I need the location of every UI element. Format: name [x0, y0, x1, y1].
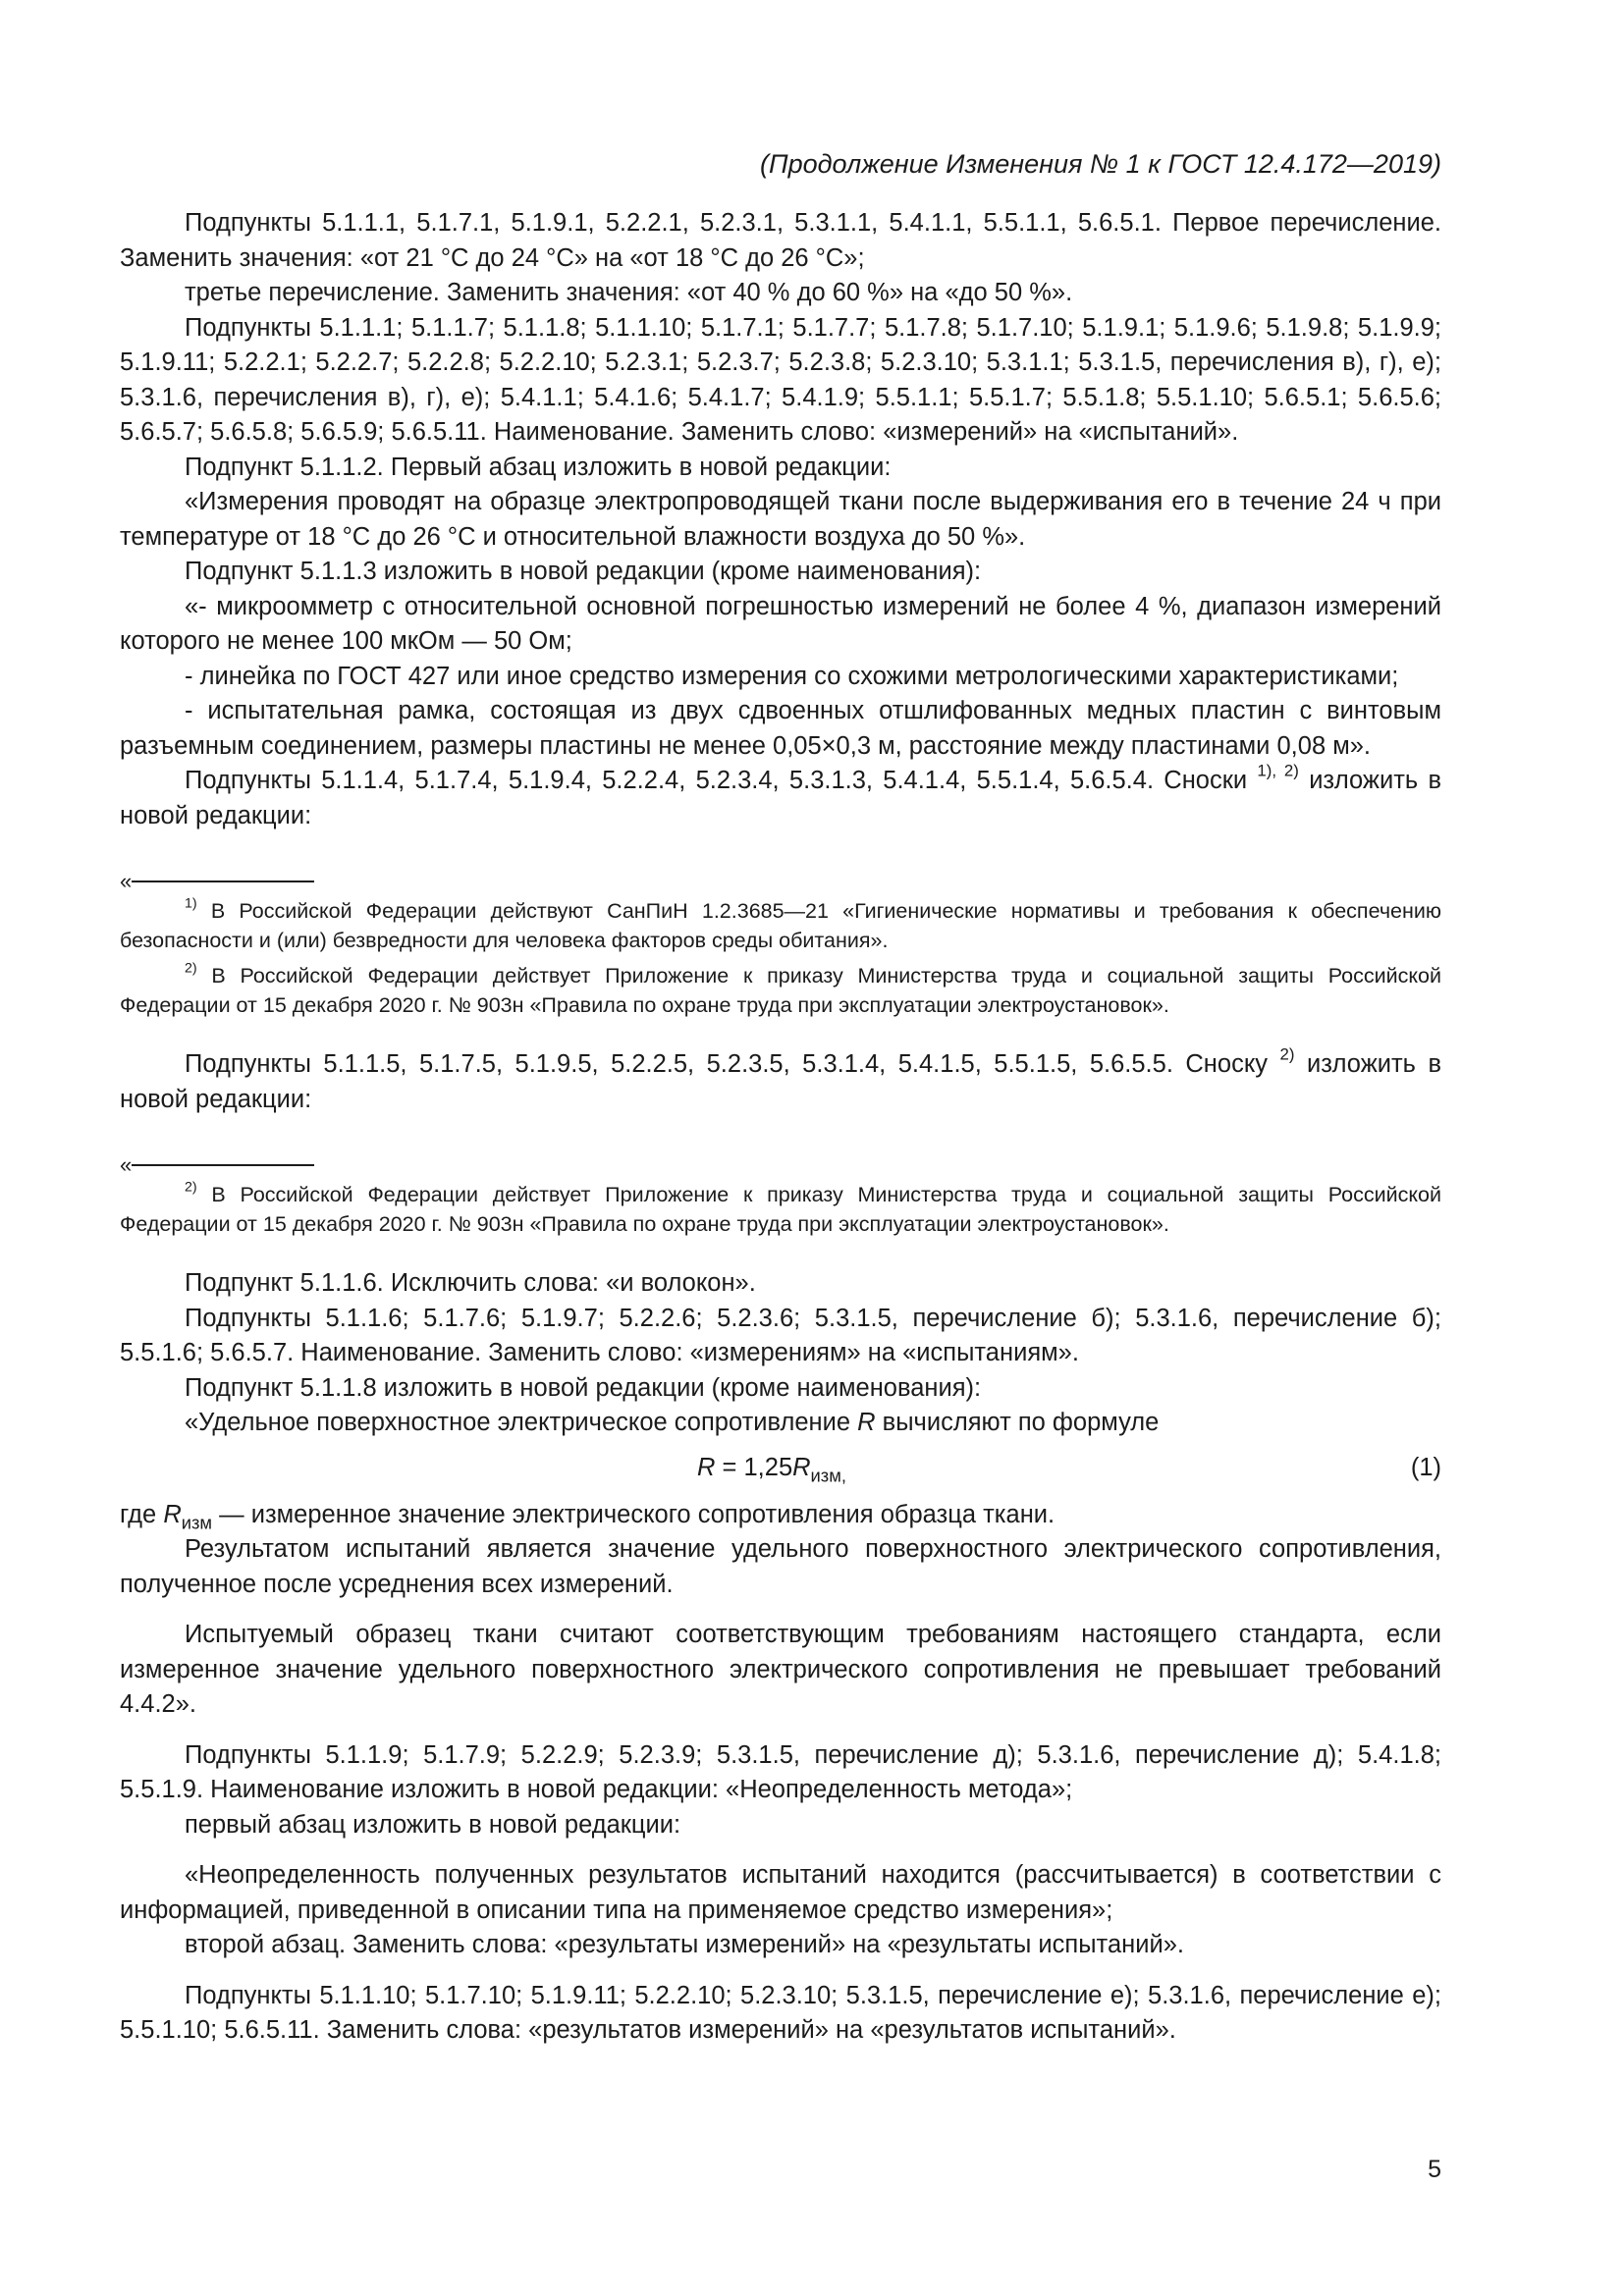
- paragraph: Испытуемый образец ткани считают соответствующим требованиям настоящего стандарта, если измеренное значение удельного поверхностного электрического сопротивления не превышает требований 4.4.2».: [120, 1621, 1441, 1718]
- where-var: R: [163, 1500, 182, 1528]
- paragraph: третье перечисление. Заменить значения: «от 40 % до 60 %» на «до 50 %».: [185, 279, 1073, 306]
- paragraph: Подпункт 5.1.1.8 изложить в новой редакции (кроме наименования):: [185, 1373, 982, 1402]
- where-prefix: где: [120, 1500, 157, 1528]
- footnote-mark: 2): [185, 1179, 197, 1196]
- formula-sub: изм,: [810, 1464, 846, 1485]
- footnote: [120, 1180, 1441, 1239]
- paragraph-text: Подпункты 5.1.1.5, 5.1.7.5, 5.1.9.5, 5.2.2.5, 5.2.3.5, 5.3.1.4, 5.4.1.5, 5.5.1.5, 5.6.5.5. Сноску: [185, 1050, 1269, 1078]
- paragraph-footnote-ref: [120, 761, 1441, 833]
- paragraph: Подпункты 5.1.1.9; 5.1.7.9; 5.2.2.9; 5.2.3.9; 5.3.1.5, перечисление д); 5.3.1.6, перечисление д); 5.4.1.8; 5.5.1.9. Наименование изложить в новой редакции: «Неопределенность метода»;: [120, 1740, 1441, 1803]
- where-sub: изм: [181, 1511, 213, 1532]
- formula-eq: = 1,25: [722, 1453, 793, 1481]
- paragraph-footnote-ref: [120, 1044, 1441, 1117]
- footnote: [120, 896, 1441, 955]
- paragraph: Результатом испытаний является значение удельного поверхностного электрического сопротивления, полученное после усреднения всех измерений.: [120, 1535, 1441, 1598]
- formula-var: R: [792, 1453, 811, 1481]
- paragraph-text: Подпункты 5.1.1.4, 5.1.7.4, 5.1.9.4, 5.2.2.4, 5.2.3.4, 5.3.1.3, 5.4.1.4, 5.5.1.4, 5.6.5.4. Сноски: [185, 767, 1248, 794]
- formula-block: [120, 1447, 1441, 1490]
- paragraph: Подпункты 5.1.1.1; 5.1.1.7; 5.1.1.8; 5.1.1.10; 5.1.7.1; 5.1.7.7; 5.1.7.8; 5.1.7.10; 5.1.9.1; 5.1.9.6; 5.1.9.8; 5.1.9.9; 5.1.9.11; 5.2.2.1; 5.2.2.7; 5.2.2.8; 5.2.2.10; 5.2.3.1; 5.2.3.7; 5.2.3.8; 5.2.3.10; 5.3.1.1; 5.3.1.5, перечисления в), г), е); 5.3.1.6, перечисления в), г), е); 5.4.1.1; 5.4.1.6; 5.4.1.7; 5.4.1.9; 5.5.1.1; 5.5.1.7; 5.5.1.8; 5.5.1.10; 5.6.5.1; 5.6.5.6; 5.6.5.7; 5.6.5.8; 5.6.5.9; 5.6.5.11. Наименование. Заменить слово: «измерений» на «испытаний».: [120, 313, 1441, 446]
- paragraph: Подпункты 5.1.1.6; 5.1.7.6; 5.1.9.7; 5.2.2.6; 5.2.3.6; 5.3.1.5, перечисление б); 5.3.1.6, перечисление б); 5.5.1.6; 5.6.5.7. Наименование. Заменить слово: «измерениям» на «испытаниям».: [120, 1304, 1441, 1366]
- footnote-open-quote: «: [120, 869, 133, 893]
- footnote-separator: [120, 1150, 1441, 1180]
- formula-expression: [697, 1451, 846, 1486]
- paragraph-tail: изложить в новой редакции:: [120, 1050, 1441, 1113]
- footnote-mark: 2): [185, 960, 197, 977]
- formula-number: (1): [1410, 1453, 1441, 1481]
- footnote-text: В Российской Федерации действуют СанПиН 1.2.3685—21 «Гигиенические нормативы и требования к обеспечению безопасности и (или) безвредности для человека факторов среды обитания».: [120, 899, 1441, 952]
- footnote-marks: 1), 2): [1257, 761, 1299, 780]
- paragraph: первый абзац изложить в новой редакции:: [185, 1810, 681, 1839]
- paragraph: второй абзац. Заменить слова: «результаты измерений» на «результаты испытаний».: [185, 1931, 1184, 1958]
- footnote-rule: [132, 881, 314, 882]
- paragraph: Подпункты 5.1.1.1, 5.1.7.1, 5.1.9.1, 5.2.2.1, 5.2.3.1, 5.3.1.1, 5.4.1.1, 5.5.1.1, 5.6.5.1. Первое перечисление. Заменить значения: «от 21 °С до 24 °С» на «от 18 °С до 26 °С»;: [120, 209, 1441, 272]
- footnote-mark: 1): [185, 895, 197, 912]
- paragraph: Подпункты 5.1.1.10; 5.1.7.10; 5.1.9.11; 5.2.2.10; 5.2.3.10; 5.3.1.5, перечисление е); 5.3.1.6, перечисление е); 5.5.1.10; 5.6.5.11. Заменить слова: «результатов измерений» на «результатов испытаний».: [120, 1981, 1441, 2044]
- paragraph: Подпункт 5.1.1.6. Исключить слова: «и волокон».: [185, 1269, 756, 1297]
- footnote-rule: [132, 1164, 314, 1166]
- footnote: [120, 961, 1441, 1020]
- paragraph-tail: изложить в новой редакции:: [120, 767, 1441, 829]
- formula-intro-var: R: [857, 1409, 876, 1436]
- paragraph: - испытательная рамка, состоящая из двух сдвоенных отшлифованных медных пластин с винтовым разъемным соединением, размеры пластины не менее 0,05×0,3 м, расстояние между пластинами 0,08 м».: [120, 697, 1441, 760]
- document-body: [120, 206, 1441, 2049]
- formula-where: [120, 1498, 1441, 1533]
- page-number: 5: [1428, 2156, 1441, 2183]
- footnote-separator: [120, 867, 1441, 896]
- formula-intro-after: вычисляют по формуле: [882, 1409, 1160, 1436]
- formula-intro: [120, 1406, 1441, 1441]
- where-text: — измеренное значение электрического сопротивления образца ткани.: [219, 1500, 1056, 1528]
- paragraph: Подпункт 5.1.1.2. Первый абзац изложить в новой редакции:: [185, 453, 892, 481]
- formula-intro-before: «Удельное поверхностное электрическое сопротивление: [185, 1409, 851, 1436]
- footnote-open-quote: «: [120, 1152, 133, 1177]
- paragraph: Подпункт 5.1.1.3 изложить в новой редакции (кроме наименования):: [185, 558, 982, 585]
- footnote-text: В Российской Федерации действует Приложение к приказу Министерства труда и социальной защиты Российской Федерации от 15 декабря 2020 г. № 903н «Правила по охране труда при эксплуатации электроустановок».: [120, 964, 1441, 1017]
- paragraph: «Измерения проводят на образце электропроводящей ткани после выдерживания его в течение 24 ч при температуре от 18 °С до 26 °С и относительной влажности воздуха до 50 %».: [120, 488, 1441, 551]
- footnote-marks: 2): [1279, 1044, 1295, 1064]
- footnote-text: В Российской Федерации действует Приложение к приказу Министерства труда и социальной защиты Российской Федерации от 15 декабря 2020 г. № 903н «Правила по охране труда при эксплуатации электроустановок».: [120, 1183, 1441, 1236]
- formula-lhs: R: [697, 1453, 716, 1481]
- paragraph: «Неопределенность полученных результатов испытаний находится (рассчитывается) в соответствии с информацией, приведенной в описании типа на применяемое средство измерения»;: [120, 1861, 1441, 1924]
- paragraph: - линейка по ГОСТ 427 или иное средство измерения со схожими метрологическими характеристиками;: [185, 662, 1399, 690]
- paragraph: «- микроомметр с относительной основной погрешностью измерений не более 4 %, диапазон измерений которого не менее 100 мкОм — 50 Ом;: [120, 592, 1441, 655]
- page-header: (Продолжение Изменения № 1 к ГОСТ 12.4.172—2019): [760, 149, 1441, 179]
